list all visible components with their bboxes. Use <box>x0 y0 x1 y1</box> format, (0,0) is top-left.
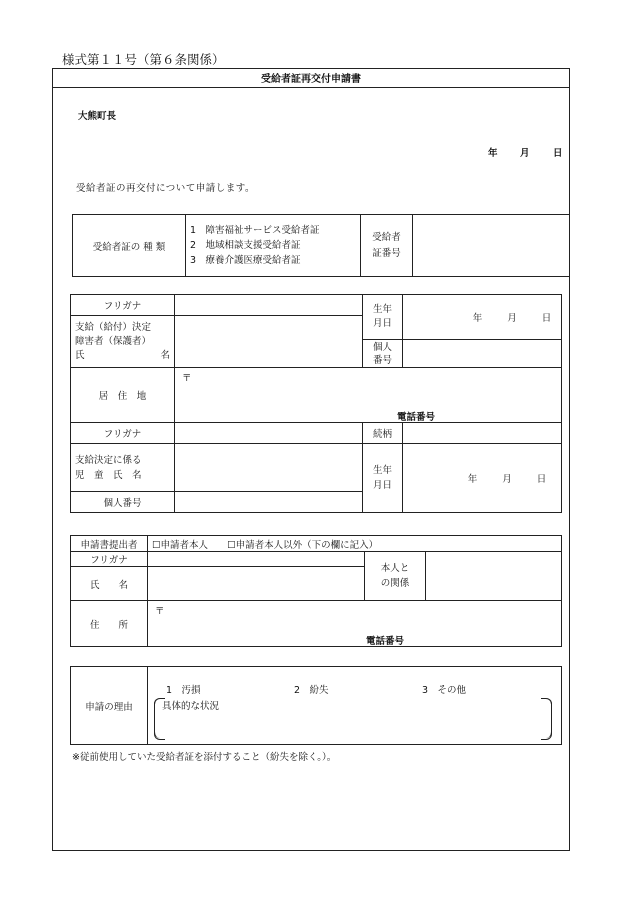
applicant-birth-day: 日 <box>541 313 552 324</box>
child-furigana-label: フリガナ <box>71 423 175 444</box>
child-furigana-field[interactable] <box>175 423 363 444</box>
reason-option-2[interactable]: 2 紛失 <box>294 685 329 696</box>
footnote: ※従前使用していた受給者証を添付すること（紛失を除く。）。 <box>72 752 337 763</box>
cert-number-label-1: 受給者 <box>372 231 401 243</box>
child-birth-year: 年 <box>467 474 478 485</box>
applicant-name-label-3 <box>75 349 170 363</box>
relation-label: 続柄 <box>363 423 403 444</box>
residence-field[interactable] <box>175 368 562 423</box>
child-birth-label <box>363 444 403 513</box>
applicant-birth-label-1: 生年 <box>372 304 392 315</box>
residence-label: 居 住 地 <box>71 368 175 423</box>
submitter-label: 申請書提出者 <box>71 536 148 552</box>
request-text: 受給者証の再交付について申請します。 <box>76 183 256 194</box>
cert-option-3: 3 療養介護医療受給者証 <box>190 255 301 266</box>
cert-number-field[interactable] <box>413 215 570 277</box>
child-birth-field[interactable] <box>403 444 562 513</box>
detail-bracket-right-corner <box>541 698 552 740</box>
submitter-name-field[interactable] <box>148 567 365 601</box>
submitter-address-field[interactable] <box>148 601 562 647</box>
date-day: 日 <box>553 148 563 159</box>
submitter-option-self[interactable]: ☐申請者本人 <box>152 539 209 551</box>
reason-field <box>148 667 562 745</box>
applicant-id-label-2: 番号 <box>372 354 392 366</box>
applicant-id-label <box>363 340 403 368</box>
applicant-birth-label <box>363 295 403 340</box>
cert-number-label <box>361 215 413 277</box>
applicant-id-label-1: 個人 <box>372 341 392 353</box>
applicant-name-label-1: 支給（給付）決定 <box>75 321 152 333</box>
submitter-option-other[interactable]: ☐申請者本人以外（下の欄に記入） <box>227 539 379 551</box>
applicant-furigana-field[interactable] <box>175 295 363 316</box>
child-birth-label-2: 月日 <box>372 480 392 491</box>
title-divider <box>52 87 570 88</box>
cert-type-label: 受給者証の 種 類 <box>73 215 186 277</box>
date-month: 月 <box>520 148 530 159</box>
form-title: 受給者証再交付申請書 <box>261 74 361 85</box>
applicant-name-field[interactable] <box>175 316 363 368</box>
reason-label: 申請の理由 <box>71 667 148 745</box>
residence-phone-label: 電話番号 <box>397 412 436 423</box>
submitter-furigana-field[interactable] <box>148 552 365 567</box>
addressee: 大熊町長 <box>78 111 117 122</box>
reason-detail-label: 具体的な状況 <box>162 701 220 712</box>
reason-option-1[interactable]: 1 汚損 <box>166 685 201 696</box>
applicant-name-label-3a: 氏 <box>75 349 85 361</box>
cert-option-1: 1 障害福祉サービス受給者証 <box>190 225 320 236</box>
child-birth-label-1: 生年 <box>372 465 392 476</box>
applicant-birth-month: 月 <box>507 313 517 324</box>
child-name-label-1: 支給決定に係る <box>75 454 142 466</box>
reason-option-3[interactable]: 3 その他 <box>422 685 467 696</box>
applicant-furigana-label: フリガナ <box>71 295 175 316</box>
child-id-field[interactable] <box>175 492 363 513</box>
child-name-field[interactable] <box>175 444 363 492</box>
submitter-relation-label-2: の関係 <box>380 578 410 589</box>
submitter-phone-label: 電話番号 <box>366 636 405 647</box>
submitter-relation-label <box>365 552 426 601</box>
submitter-options <box>148 536 562 552</box>
applicant-birth-field[interactable] <box>403 295 562 340</box>
applicant-name-label <box>71 316 175 368</box>
submitter-table <box>70 535 562 647</box>
submitter-postal-mark: 〒 <box>155 606 165 617</box>
applicant-name-label-2: 障害者（保護者） <box>75 335 152 347</box>
submitter-furigana-label: フリガナ <box>71 552 148 567</box>
applicant-table <box>70 294 562 513</box>
child-birth-day: 日 <box>536 474 547 485</box>
applicant-name-label-3b: 名 <box>160 349 170 361</box>
cert-option-2: 2 地域相談支援受給者証 <box>190 240 301 251</box>
relation-field[interactable] <box>403 423 562 444</box>
applicant-id-field[interactable] <box>403 340 562 368</box>
applicant-birth-year: 年 <box>472 313 483 324</box>
cert-type-options <box>186 215 361 277</box>
submitter-relation-field[interactable] <box>426 552 562 601</box>
form-number: 様式第１１号（第６条関係） <box>62 52 225 67</box>
child-name-label-2: 児 童 氏 名 <box>75 469 142 481</box>
residence-postal-mark: 〒 <box>182 373 192 384</box>
submitter-name-label: 氏 名 <box>71 567 148 601</box>
reason-table <box>70 666 562 745</box>
child-name-label <box>71 444 175 492</box>
child-id-label: 個人番号 <box>71 492 175 513</box>
applicant-birth-label-2: 月日 <box>372 318 392 329</box>
child-birth-month: 月 <box>502 474 512 485</box>
submitter-address-label: 住 所 <box>71 601 148 647</box>
submitter-relation-label-1: 本人と <box>380 563 410 574</box>
cert-number-label-2: 証番号 <box>372 247 401 259</box>
certificate-table <box>72 214 570 277</box>
date-year: 年 <box>488 148 498 159</box>
